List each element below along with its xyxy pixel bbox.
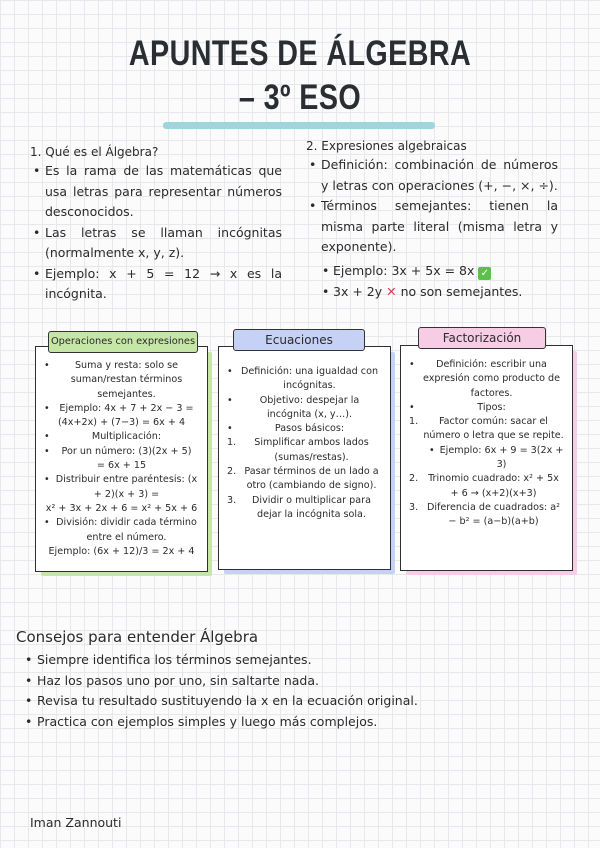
list-item: • Haz los pasos uno por uno, sin saltarte nada.: [22, 671, 582, 692]
card-item: • Ejemplo: 6x + 9 = 3(2x + 3): [429, 444, 564, 473]
card-item: • Distribuir entre paréntesis: (x + 2)(x + 3) =: [44, 473, 199, 502]
author-name: Iman Zannouti: [30, 815, 122, 830]
list-item: • Revisa tu resultado sustituyendo la x en la ecuación original.: [22, 691, 582, 712]
card-step: 1. Simplificar ambos lados (sumas/restas).: [227, 437, 369, 463]
cross-icon: ✕: [386, 283, 397, 299]
example-text: 3x + 2y: [333, 283, 383, 299]
card-item: • Tipos:: [409, 401, 564, 415]
card-item: (4x+2x) + (7−3) = 6x + 4: [57, 417, 186, 429]
list-item: • Términos semejantes: tienen la misma parte literal (misma letra y exponente).: [306, 196, 558, 258]
tips-list: [22, 650, 582, 732]
card-item: • Ejemplo: 4x + 7 + 2x − 3 =: [44, 402, 199, 416]
card-item: • Multiplicación:: [44, 430, 199, 444]
example-note: no son semejantes.: [396, 283, 523, 299]
section-2-examples: [306, 260, 558, 302]
list-item: • Practica con ejemplos simples y luego más complejos.: [22, 712, 582, 733]
card-2-label: Ecuaciones: [233, 329, 365, 351]
card-item: = 6x + 15: [96, 460, 147, 472]
card-item: x² + 3x + 2x + 6 = x² + 5x + 6: [45, 502, 198, 514]
card-step: 1. Factor común: sacar el número o letra que se repite.: [409, 416, 564, 442]
card-item: Ejemplo: (6x + 12)/3 = 2x + 4: [48, 545, 195, 557]
card-step: 3. Diferencia de cuadrados: a² − b² = (a−b)(a+b): [409, 501, 561, 528]
card-2-body: [219, 347, 390, 522]
card-1-body: [36, 347, 207, 559]
title-underline: [163, 122, 435, 129]
card-item: • Definición: una igualdad con incógnitas.: [227, 365, 382, 394]
example-item: [306, 281, 558, 302]
section-2-heading: 2. Expresiones algebraicas: [306, 139, 467, 153]
card-step: 2. Pasar términos de un lado a otro (cambiando de signo).: [227, 466, 379, 492]
card-operations: [35, 346, 208, 572]
card-item: • División: dividir cada término entre el número.: [44, 516, 199, 545]
section-what-is-algebra: [30, 143, 282, 305]
card-item: • Por un número: (3)(2x + 5): [44, 445, 199, 459]
card-3-label: Factorización: [418, 327, 546, 349]
section-2-list: [306, 155, 558, 258]
list-item: • Es la rama de las matemáticas que usa letras para representar números desconocidos.: [30, 161, 282, 223]
list-item: • Definición: combinación de números y letras con operaciones (+, −, ×, ÷).: [306, 155, 558, 196]
card-factorization: [400, 345, 573, 571]
list-item: • Las letras se llaman incógnitas (normalmente x, y, z).: [30, 223, 282, 264]
card-item: • Definición: escribir una expresión como producto de factores.: [409, 358, 564, 401]
card-step: 2. Trinomio cuadrado: x² + 5x + 6 → (x+2)(x+3): [409, 473, 559, 499]
card-step: 3. Dividir o multiplicar para dejar la incógnita sola.: [227, 494, 371, 520]
card-item: • Objetivo: despejar la incógnita (x, y…).: [227, 394, 382, 423]
example-text: Ejemplo: 3x + 5x = 8x: [333, 262, 475, 278]
section-1-list: [30, 161, 282, 305]
check-icon: ✓: [478, 267, 491, 280]
card-item: • Suma y resta: solo se suman/restan términos semejantes.: [44, 359, 199, 402]
section-algebraic-expressions: [306, 137, 558, 302]
card-item: • Pasos básicos:: [227, 422, 382, 436]
list-item: • Siempre identifica los términos semejantes.: [22, 650, 582, 671]
page-title-line-2: – 3º ESO: [238, 78, 362, 117]
section-1-heading: 1. Qué es el Álgebra?: [30, 145, 159, 159]
tips-heading: Consejos para entender Álgebra: [16, 628, 259, 646]
list-item: • Ejemplo: x + 5 = 12 → x es la incógnita.: [30, 264, 282, 305]
card-equations: [218, 346, 391, 570]
card-1-label: Operaciones con expresiones: [48, 331, 198, 353]
example-item: [306, 260, 558, 281]
page-title-line-1: APUNTES DE ÁLGEBRA: [128, 34, 472, 73]
card-3-body: [401, 346, 572, 530]
